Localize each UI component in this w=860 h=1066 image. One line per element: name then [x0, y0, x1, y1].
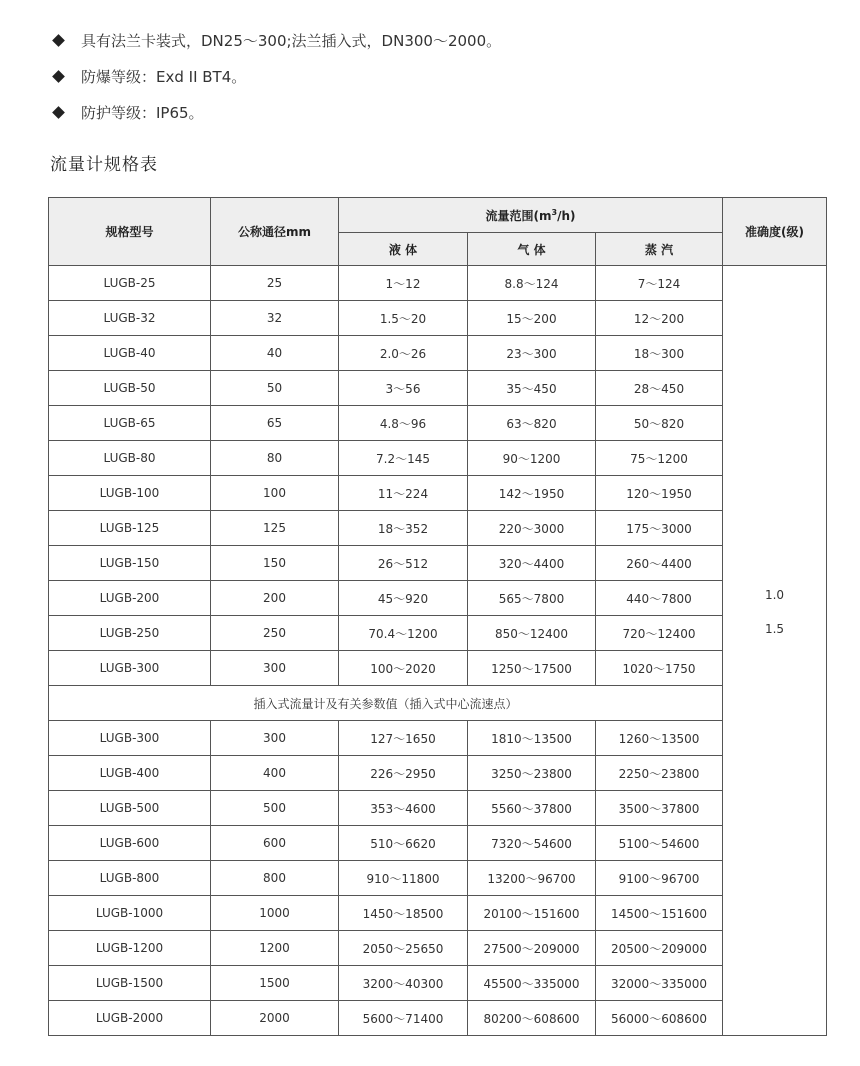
cell-gas: 5560～37800 — [468, 791, 596, 826]
header-accuracy: 准确度(级) — [723, 198, 827, 266]
cell-gas: 1250～17500 — [468, 651, 596, 686]
cell-gas: 15～200 — [468, 301, 596, 336]
cell-liquid: 3200～40300 — [339, 966, 468, 1001]
cell-diameter: 250 — [211, 616, 339, 651]
cell-liquid: 100～2020 — [339, 651, 468, 686]
cell-model: LUGB-800 — [49, 861, 211, 896]
cell-liquid: 26～512 — [339, 546, 468, 581]
cell-gas: 35～450 — [468, 371, 596, 406]
table-row — [49, 511, 827, 546]
table-row — [49, 756, 827, 791]
accuracy-cell — [723, 266, 827, 1036]
cell-liquid: 3～56 — [339, 371, 468, 406]
cell-steam: 3500～37800 — [596, 791, 723, 826]
cell-model: LUGB-150 — [49, 546, 211, 581]
cell-steam: 1020～1750 — [596, 651, 723, 686]
feature-item — [50, 22, 501, 58]
cell-model: LUGB-300 — [49, 651, 211, 686]
cell-gas: 8.8～124 — [468, 266, 596, 301]
cell-model: LUGB-65 — [49, 406, 211, 441]
table-row — [49, 476, 827, 511]
header-flow-range-sup: 3 — [551, 207, 558, 217]
cell-diameter: 65 — [211, 406, 339, 441]
table-row — [49, 301, 827, 336]
table-row — [49, 581, 827, 616]
cell-steam: 20500～209000 — [596, 931, 723, 966]
table-row — [49, 791, 827, 826]
cell-gas: 7320～54600 — [468, 826, 596, 861]
feature-text: 防护等级：IP65。 — [81, 103, 204, 122]
cell-liquid: 45～920 — [339, 581, 468, 616]
accuracy-value: 1.5 — [764, 622, 785, 636]
insertion-note: 插入式流量计及有关参数值（插入式中心流速点） — [49, 686, 723, 721]
table-row — [49, 721, 827, 756]
section-title: 流量计规格表 — [50, 155, 158, 175]
cell-model: LUGB-1200 — [49, 931, 211, 966]
cell-gas: 220～3000 — [468, 511, 596, 546]
cell-model: LUGB-40 — [49, 336, 211, 371]
feature-text: 防爆等级：Exd II BT4。 — [81, 67, 247, 86]
cell-steam: 18～300 — [596, 336, 723, 371]
cell-liquid: 510～6620 — [339, 826, 468, 861]
cell-steam: 28～450 — [596, 371, 723, 406]
header-model: 规格型号 — [49, 198, 211, 266]
cell-steam: 260～4400 — [596, 546, 723, 581]
cell-model: LUGB-2000 — [49, 1001, 211, 1036]
cell-steam: 1260～13500 — [596, 721, 723, 756]
cell-gas: 63～820 — [468, 406, 596, 441]
feature-item — [50, 58, 501, 94]
cell-gas: 23～300 — [468, 336, 596, 371]
cell-liquid: 2.0～26 — [339, 336, 468, 371]
cell-steam: 5100～54600 — [596, 826, 723, 861]
table-row — [49, 546, 827, 581]
cell-model: LUGB-50 — [49, 371, 211, 406]
cell-diameter: 300 — [211, 721, 339, 756]
cell-liquid: 910～11800 — [339, 861, 468, 896]
cell-model: LUGB-300 — [49, 721, 211, 756]
cell-model: LUGB-1000 — [49, 896, 211, 931]
cell-gas: 3250～23800 — [468, 756, 596, 791]
table-row — [49, 371, 827, 406]
cell-steam: 175～3000 — [596, 511, 723, 546]
cell-steam: 120～1950 — [596, 476, 723, 511]
table-row — [49, 826, 827, 861]
cell-liquid: 1.5～20 — [339, 301, 468, 336]
diamond-bullet-icon — [52, 106, 65, 119]
cell-model: LUGB-1500 — [49, 966, 211, 1001]
cell-steam: 14500～151600 — [596, 896, 723, 931]
cell-gas: 20100～151600 — [468, 896, 596, 931]
cell-model: LUGB-32 — [49, 301, 211, 336]
cell-diameter: 125 — [211, 511, 339, 546]
cell-liquid: 18～352 — [339, 511, 468, 546]
cell-liquid: 2050～25650 — [339, 931, 468, 966]
cell-liquid: 11～224 — [339, 476, 468, 511]
table-row — [49, 336, 827, 371]
cell-steam: 720～12400 — [596, 616, 723, 651]
cell-liquid: 70.4～1200 — [339, 616, 468, 651]
cell-diameter: 300 — [211, 651, 339, 686]
accuracy-value: 1.0 — [764, 588, 785, 602]
spec-table — [48, 197, 827, 1036]
cell-diameter: 400 — [211, 756, 339, 791]
table-row — [49, 966, 827, 1001]
cell-gas: 45500～335000 — [468, 966, 596, 1001]
cell-model: LUGB-250 — [49, 616, 211, 651]
table-row — [49, 266, 827, 301]
header-flow-range — [339, 198, 723, 233]
cell-gas: 13200～96700 — [468, 861, 596, 896]
cell-liquid: 127～1650 — [339, 721, 468, 756]
cell-diameter: 200 — [211, 581, 339, 616]
cell-steam: 440～7800 — [596, 581, 723, 616]
cell-gas: 320～4400 — [468, 546, 596, 581]
header-steam: 蒸 汽 — [596, 233, 723, 266]
table-row — [49, 896, 827, 931]
table-row — [49, 406, 827, 441]
cell-diameter: 500 — [211, 791, 339, 826]
cell-steam: 12～200 — [596, 301, 723, 336]
table-row — [49, 931, 827, 966]
header-liquid: 液 体 — [339, 233, 468, 266]
cell-diameter: 800 — [211, 861, 339, 896]
cell-steam: 56000～608600 — [596, 1001, 723, 1036]
cell-liquid: 5600～71400 — [339, 1001, 468, 1036]
cell-diameter: 80 — [211, 441, 339, 476]
cell-liquid: 226～2950 — [339, 756, 468, 791]
feature-text: 具有法兰卡装式，DN25～300;法兰插入式，DN300～2000。 — [81, 31, 502, 50]
cell-diameter: 50 — [211, 371, 339, 406]
cell-diameter: 25 — [211, 266, 339, 301]
cell-gas: 90～1200 — [468, 441, 596, 476]
table-row — [49, 651, 827, 686]
table-row — [49, 1001, 827, 1036]
cell-diameter: 1200 — [211, 931, 339, 966]
cell-gas: 850～12400 — [468, 616, 596, 651]
cell-gas: 1810～13500 — [468, 721, 596, 756]
cell-gas: 565～7800 — [468, 581, 596, 616]
header-diameter: 公称通径mm — [211, 198, 339, 266]
cell-model: LUGB-500 — [49, 791, 211, 826]
cell-liquid: 1450～18500 — [339, 896, 468, 931]
cell-liquid: 353～4600 — [339, 791, 468, 826]
cell-diameter: 100 — [211, 476, 339, 511]
diamond-bullet-icon — [52, 34, 65, 47]
header-flow-range-suffix: /h) — [557, 208, 576, 223]
table-body — [49, 266, 827, 1036]
table-row-insertion-note — [49, 686, 827, 721]
cell-diameter: 600 — [211, 826, 339, 861]
cell-steam: 9100～96700 — [596, 861, 723, 896]
cell-model: LUGB-200 — [49, 581, 211, 616]
cell-gas: 142～1950 — [468, 476, 596, 511]
table-row — [49, 616, 827, 651]
cell-model: LUGB-125 — [49, 511, 211, 546]
feature-list — [50, 22, 501, 130]
cell-gas: 27500～209000 — [468, 931, 596, 966]
cell-diameter: 2000 — [211, 1001, 339, 1036]
cell-gas: 80200～608600 — [468, 1001, 596, 1036]
feature-item — [50, 94, 501, 130]
header-gas: 气 体 — [468, 233, 596, 266]
cell-model: LUGB-100 — [49, 476, 211, 511]
cell-model: LUGB-80 — [49, 441, 211, 476]
cell-liquid: 4.8～96 — [339, 406, 468, 441]
cell-liquid: 7.2～145 — [339, 441, 468, 476]
cell-model: LUGB-25 — [49, 266, 211, 301]
header-flow-range-prefix: 流量范围(m — [485, 208, 552, 223]
diamond-bullet-icon — [52, 70, 65, 83]
cell-diameter: 1000 — [211, 896, 339, 931]
cell-steam: 7～124 — [596, 266, 723, 301]
table-row — [49, 441, 827, 476]
cell-steam: 2250～23800 — [596, 756, 723, 791]
cell-steam: 32000～335000 — [596, 966, 723, 1001]
table-row — [49, 861, 827, 896]
cell-steam: 50～820 — [596, 406, 723, 441]
cell-model: LUGB-400 — [49, 756, 211, 791]
cell-diameter: 32 — [211, 301, 339, 336]
cell-diameter: 150 — [211, 546, 339, 581]
cell-diameter: 1500 — [211, 966, 339, 1001]
cell-diameter: 40 — [211, 336, 339, 371]
cell-model: LUGB-600 — [49, 826, 211, 861]
cell-liquid: 1～12 — [339, 266, 468, 301]
cell-steam: 75～1200 — [596, 441, 723, 476]
